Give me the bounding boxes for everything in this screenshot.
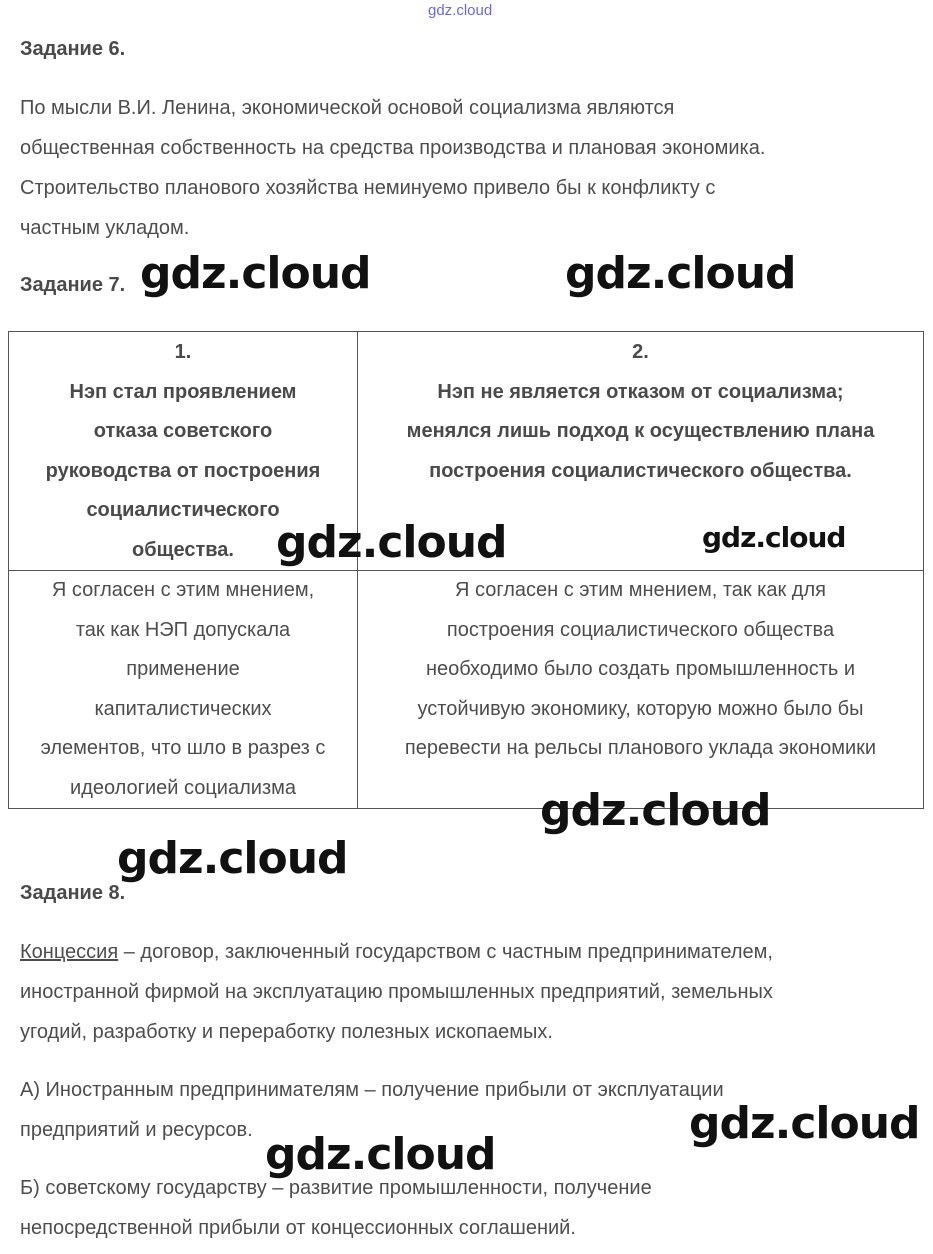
table-row: [9, 571, 924, 809]
cell-line: необходимо было создать промышленность и: [425, 658, 856, 680]
cell-line: элементов, что шло в разрез с: [40, 737, 326, 759]
watermark: gdz.cloud: [702, 521, 846, 554]
cell-line: 2.: [632, 341, 649, 363]
task8-answer-b: [20, 1168, 925, 1248]
definition-line: иностранной фирмой на эксплуатацию промышленных предприятий, земельных: [20, 981, 773, 1003]
cell-line: устойчивую экономику, которую можно было бы: [417, 697, 864, 720]
task7-heading: Задание 7.: [20, 274, 126, 296]
cell-line: Нэп не является отказом от социализма;: [437, 380, 844, 403]
watermark: gdz.cloud: [117, 833, 348, 884]
cell-line: Я согласен с этим мнением, так как для: [455, 579, 826, 601]
task6-line: Строительство планового хозяйства неминуемо привело бы к конфликту с: [20, 177, 716, 199]
task8-heading: Задание 8.: [20, 882, 126, 904]
task6-line: общественная собственность на средства производства и плановая экономика.: [20, 137, 766, 159]
task6-heading: Задание 6.: [20, 38, 126, 60]
cell-line: социалистического: [86, 499, 280, 521]
cell-line: общества.: [132, 538, 234, 561]
cell-line: менялся лишь подход к осуществлению плана: [406, 420, 875, 442]
task6-line: частным укладом.: [20, 217, 190, 239]
cell-line: идеологией социализма: [70, 776, 296, 799]
task6-text: [20, 88, 920, 248]
table-cell-col2-body: [358, 571, 924, 809]
watermark: gdz.cloud: [140, 248, 371, 299]
cell-line: так как НЭП допускала: [75, 618, 291, 641]
watermark: gdz.cloud: [265, 1129, 496, 1180]
answer-line: предприятий и ресурсов.: [20, 1119, 253, 1141]
cell-line: Нэп стал проявлением: [69, 380, 297, 403]
definition-line: угодий, разработку и переработку полезных ископаемых.: [20, 1021, 553, 1043]
cell-line: 1.: [174, 341, 192, 363]
definition-text: – договор, заключенный государством с частным предпринимателем,: [118, 941, 773, 963]
concession-term: Концессия: [20, 941, 119, 963]
cell-line: руководства от построения: [45, 459, 321, 482]
answer-line: Б) советскому государству – развитие промышленности, получение: [20, 1177, 652, 1199]
watermark: gdz.cloud: [689, 1098, 920, 1149]
watermark: gdz.cloud: [276, 517, 507, 568]
watermark: gdz.cloud: [565, 248, 796, 299]
task7-table: [8, 331, 924, 809]
table-cell-col1-body: [9, 571, 358, 809]
cell-line: построения социалистического общества: [446, 618, 835, 641]
cell-line: капиталистических: [94, 697, 272, 720]
definition-line: [20, 932, 925, 972]
cell-line: применение: [126, 658, 240, 680]
cell-line: построения социалистического общества.: [429, 459, 852, 482]
watermark: gdz.cloud: [540, 785, 771, 836]
cell-line: отказа советского: [93, 420, 273, 442]
cell-line: Я согласен с этим мнением,: [51, 579, 315, 601]
top-watermark: gdz.cloud: [428, 2, 493, 19]
answer-line: непосредственной прибыли от концессионных соглашений.: [20, 1217, 576, 1239]
cell-line: перевести на рельсы планового уклада экономики: [404, 737, 877, 759]
answer-line: А) Иностранным предпринимателям – получение прибыли от эксплуатации: [20, 1079, 724, 1101]
task8-definition: [20, 932, 925, 1052]
task6-line: По мысли В.И. Ленина, экономической основой социализма являются: [20, 97, 675, 119]
